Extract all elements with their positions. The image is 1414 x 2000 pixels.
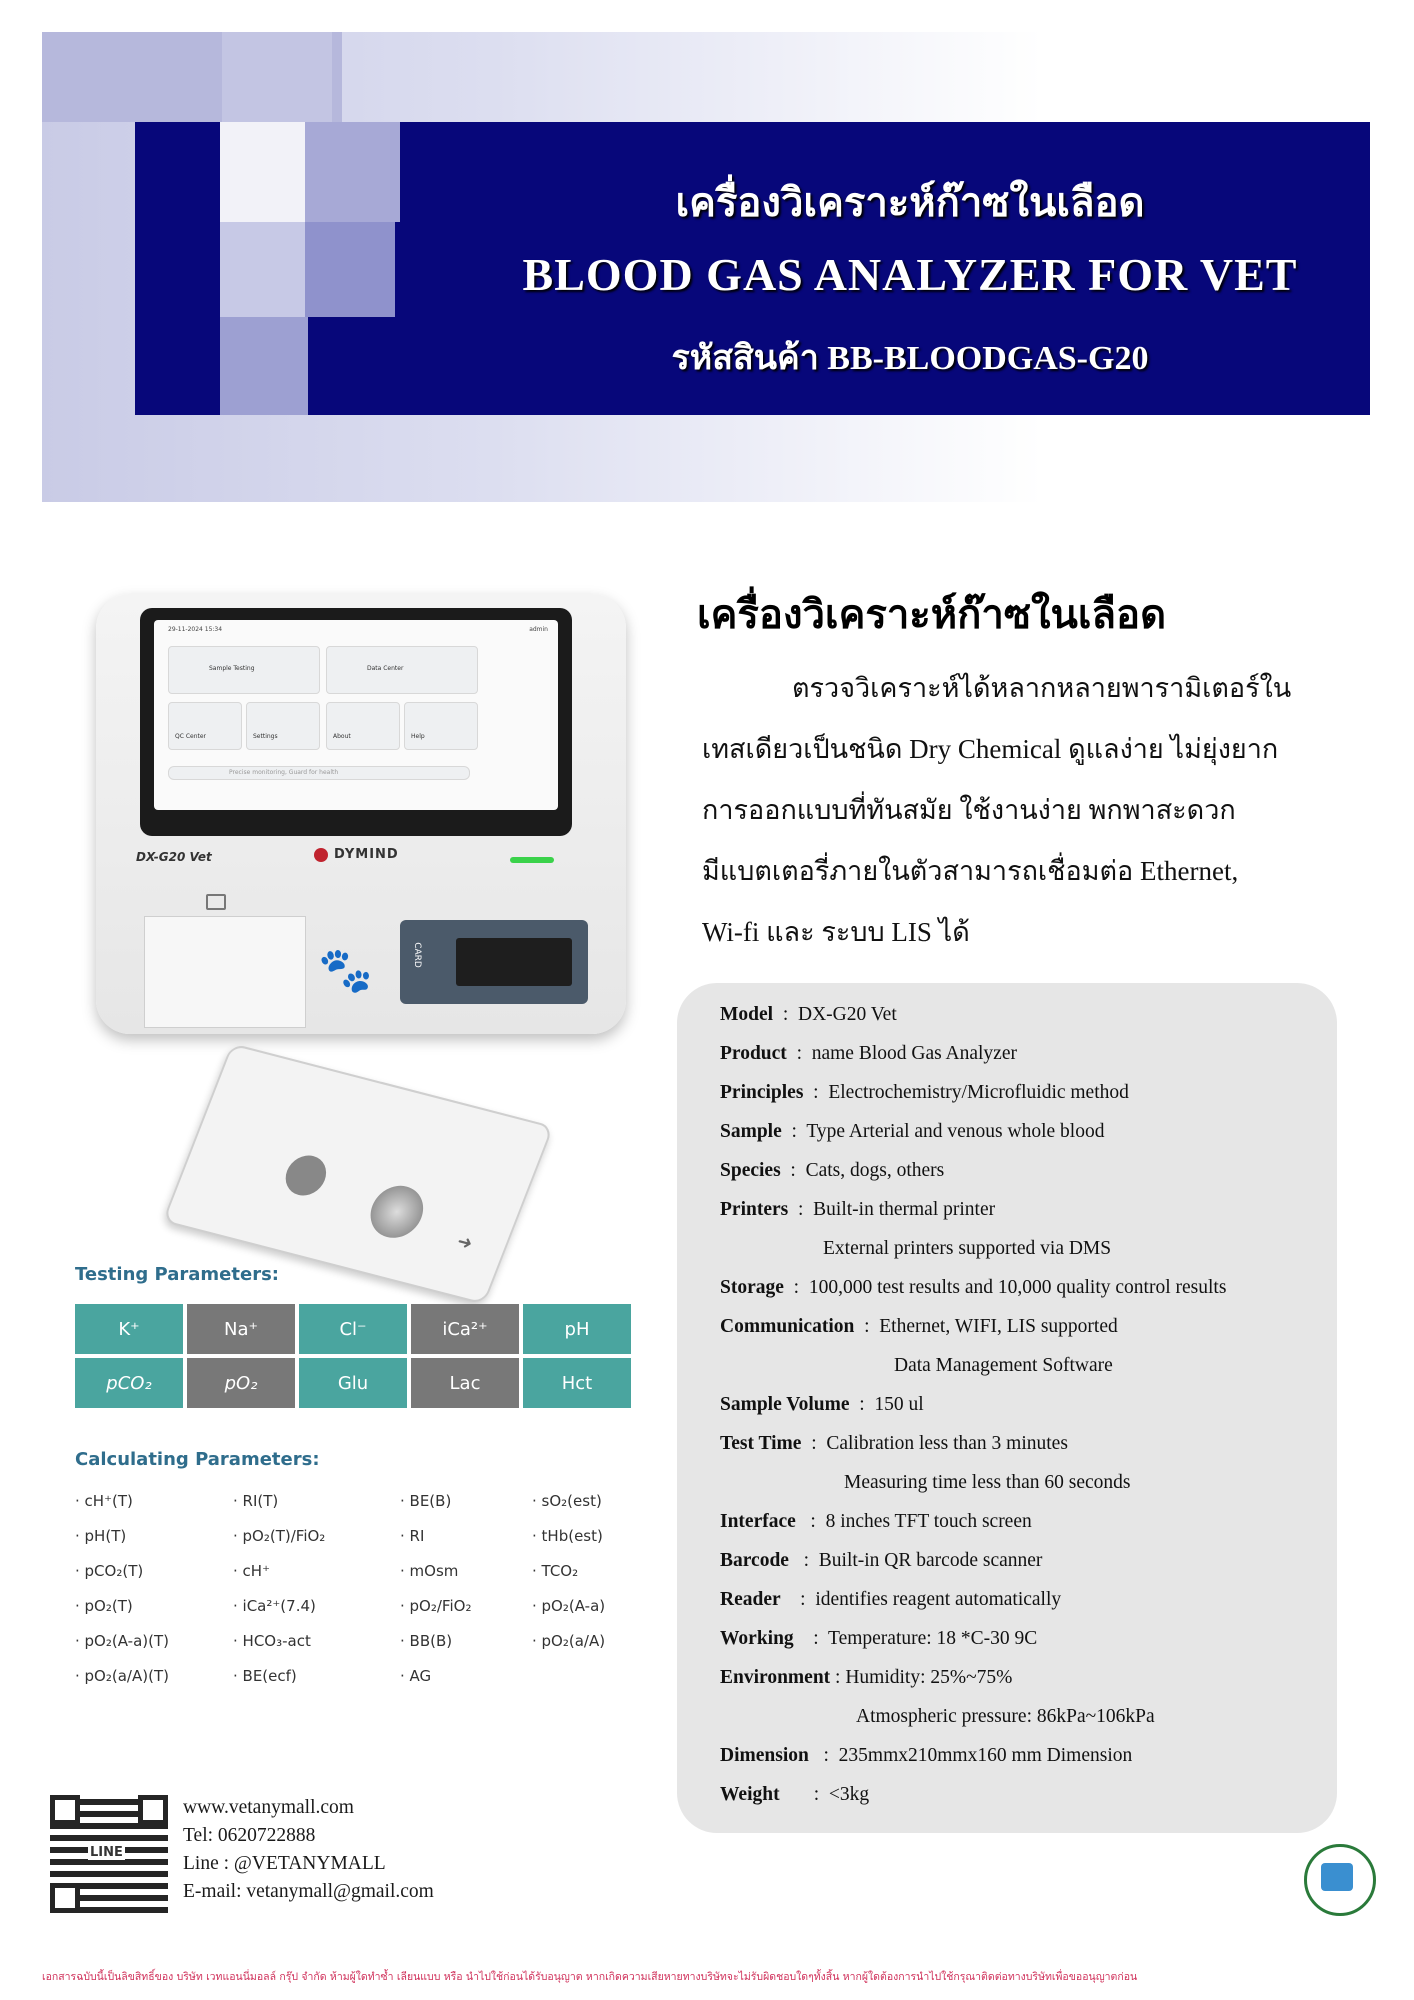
calc-item: · RI(T) (233, 1492, 279, 1510)
spec-value: Ethernet, WIFI, LIS supported (879, 1316, 1118, 1337)
spec-label: Interface (720, 1511, 796, 1532)
deco-square-dark (135, 122, 220, 217)
description-line: Wi-fi และ ระบบ LIS ได้ (702, 917, 970, 947)
screen-tile-label: About (333, 733, 351, 740)
card-slot-label: CARD (411, 942, 422, 968)
spec-row (720, 1745, 1132, 1767)
spec-separator: : (786, 1043, 812, 1064)
spec-label: Communication (720, 1316, 855, 1337)
spec-label: Storage (720, 1277, 784, 1298)
device-image (96, 594, 626, 1034)
param-box: Hct (523, 1358, 631, 1408)
screen-tile-label: Help (411, 733, 425, 740)
contact-email[interactable]: E-mail: vetanymall@gmail.com (183, 1881, 434, 1902)
spec-value: DX-G20 Vet (798, 1004, 897, 1025)
spec-row (720, 1628, 1037, 1650)
spec-label: Product (720, 1043, 787, 1064)
device-screen (154, 620, 558, 810)
screen-tile-label: Settings (253, 733, 278, 740)
spec-row (720, 1043, 1017, 1065)
spec-separator: : (795, 1511, 826, 1532)
deco-square (222, 32, 332, 122)
spec-label: Model (720, 1004, 774, 1025)
calc-item: · tHb(est) (532, 1527, 603, 1545)
spec-value: 100,000 test results and 10,000 quality control results (808, 1277, 1227, 1298)
spec-label: Species (720, 1160, 781, 1181)
spec-row (720, 1589, 1061, 1611)
spec-separator: : (779, 1784, 829, 1805)
description-line: การออกแบบที่ทันสมัย ใช้งานง่าย พกพาสะดวก (702, 795, 1236, 825)
deco-square-light (220, 122, 305, 222)
spec-value: <3kg (828, 1784, 870, 1805)
spec-row (720, 1667, 1012, 1689)
spec-value: identifies reagent automatically (815, 1589, 1062, 1610)
spec-separator: : (830, 1667, 846, 1688)
spec-value: Temperature: 18 *C-30 9C (828, 1628, 1038, 1649)
printer-icon (206, 894, 226, 910)
contact-line: Line : @VETANYMALL (183, 1853, 386, 1874)
spec-continuation: External printers supported via DMS (823, 1238, 1112, 1259)
screen-tile (404, 702, 478, 750)
spec-separator: : (773, 1004, 798, 1025)
screen-tile (168, 646, 320, 694)
calc-item: · pO₂(A-a)(T) (75, 1632, 169, 1650)
param-box: iCa²⁺ (411, 1304, 519, 1354)
screen-tile-label: QC Center (175, 733, 207, 740)
spec-separator: : (793, 1628, 829, 1649)
brand-name: DYMIND (334, 847, 399, 862)
spec-value: Built-in thermal printer (813, 1199, 996, 1220)
spec-label: Reader (720, 1589, 781, 1610)
qr-finder (138, 1795, 168, 1825)
calc-item: · BE(B) (400, 1492, 452, 1510)
qr-line-label: LINE (90, 1845, 123, 1860)
header-title-english: BLOOD GAS ANALYZER FOR VET (522, 249, 1298, 300)
spec-label: Environment (720, 1667, 831, 1688)
spec-label: Weight (720, 1784, 780, 1805)
param-box: pO₂ (187, 1358, 295, 1408)
spec-value: Built-in QR barcode scanner (818, 1550, 1043, 1571)
brand-logo (314, 847, 399, 862)
screen-tile-label: Data Center (367, 665, 404, 672)
spec-separator: : (780, 1589, 816, 1610)
calc-item: · pO₂(T)/FiO₂ (233, 1527, 326, 1545)
spec-value: Humidity: 25%~75% (845, 1667, 1013, 1688)
qr-code (50, 1795, 168, 1913)
spec-separator: : (780, 1160, 806, 1181)
calc-item: · mOsm (400, 1562, 459, 1580)
param-box: pH (523, 1304, 631, 1354)
description-line: เทสเดียวเป็นชนิด Dry Chemical ดูแลง่าย ไม่ยุ่งยาก (702, 734, 1279, 764)
description-title: เครื่องวิเคราะห์ก๊าซในเลือด (697, 592, 1167, 637)
calc-item: · AG (400, 1667, 432, 1685)
calc-item: · pO₂(a/A) (532, 1632, 606, 1650)
spec-row (720, 1199, 995, 1221)
spec-separator: : (808, 1745, 839, 1766)
spec-separator: : (801, 1433, 827, 1454)
contact-tel: Tel: 0620722888 (183, 1825, 316, 1846)
calc-item: · HCO₃-act (233, 1632, 311, 1650)
calculating-parameters-title: Calculating Parameters: (75, 1449, 320, 1470)
header-product-code: รหัสสินค้า BB-BLOODGAS-G20 (671, 340, 1149, 377)
spec-value: Electrochemistry/Microfluidic method (828, 1082, 1129, 1103)
testing-parameters-title: Testing Parameters: (75, 1264, 279, 1285)
spec-value: Type Arterial and venous whole blood (806, 1121, 1105, 1142)
spec-continuation: Data Management Software (894, 1355, 1113, 1376)
spec-value: Calibration less than 3 minutes (826, 1433, 1068, 1454)
screen-tile (168, 702, 242, 750)
deco-square-mid (305, 122, 400, 222)
spec-value: Cats, dogs, others (805, 1160, 945, 1181)
spec-label: Dimension (720, 1745, 809, 1766)
param-box: K⁺ (75, 1304, 183, 1354)
deco-square-mid4 (220, 317, 308, 415)
spec-row (720, 1082, 1129, 1104)
disclaimer: เอกสารฉบับนี้เป็นลิขสิทธิ์ของ บริษัท เวทแอนนี่มอลล์ กรุ๊ป จำกัด ห้ามผู้ใดทำซ้ำ เลียนแบบ หรือ นำไปใช้ก่อนได้รับอนุญาต หากเกิดความเสียหายทางบริษัทจะไม่รับผิดชอบใดๆทั้งสิ้น หากผู้ใดต้องการนำไปใช้กรุณาติดต่อทางบริษัทเพื่อขออนุญาตก่อน (42, 1971, 1138, 1983)
card-slot (400, 920, 588, 1004)
qr-finder (50, 1795, 80, 1825)
card-slot-opening (456, 938, 572, 986)
calc-item: · cH⁺(T) (75, 1492, 133, 1510)
spec-label: Barcode (720, 1550, 789, 1571)
calc-item: · TCO₂ (532, 1562, 579, 1580)
calc-item: · pO₂(T) (75, 1597, 133, 1615)
brand-mark-icon (314, 848, 328, 862)
deco-square-mid2 (220, 222, 305, 317)
status-led (510, 857, 554, 863)
param-box: Na⁺ (187, 1304, 295, 1354)
spec-separator: : (788, 1550, 819, 1571)
spec-separator: : (781, 1121, 807, 1142)
qr-finder (50, 1883, 80, 1913)
spec-label: Printers (720, 1199, 789, 1220)
spec-separator: : (854, 1316, 880, 1337)
spec-separator: : (788, 1199, 814, 1220)
device-model-label: DX-G20 Vet (136, 850, 212, 864)
spec-row (720, 1316, 1118, 1338)
spec-label: Sample (720, 1121, 782, 1142)
spec-value: 150 ul (874, 1394, 924, 1415)
cartridge-plunger (363, 1180, 431, 1243)
spec-row (720, 1550, 1042, 1572)
spec-separator: : (803, 1082, 829, 1103)
description-line: ตรวจวิเคราะห์ได้หลากหลายพารามิเตอร์ใน (792, 673, 1292, 703)
spec-row (720, 1511, 1032, 1533)
screen-tile-label: Sample Testing (209, 665, 255, 672)
spec-row (720, 1784, 869, 1806)
spec-label: Sample Volume (720, 1394, 850, 1415)
spec-separator: : (849, 1394, 875, 1415)
spec-row (720, 1433, 1068, 1455)
spec-value: 235mmx210mmx160 mm Dimension (838, 1745, 1133, 1766)
param-box: Cl⁻ (299, 1304, 407, 1354)
deco-square-mid3 (305, 222, 395, 317)
screen-footer-text: Precise monitoring, Guard for health (229, 769, 339, 776)
spec-label: Test Time (720, 1433, 802, 1454)
company-seal-logo (1304, 1844, 1376, 1916)
param-box: Lac (411, 1358, 519, 1408)
spec-label: Principles (720, 1082, 804, 1103)
calc-item: · BB(B) (400, 1632, 453, 1650)
spec-value: 8 inches TFT touch screen (825, 1511, 1032, 1532)
spec-row (720, 1121, 1104, 1143)
screen-user: admin (529, 626, 548, 633)
spec-value: name Blood Gas Analyzer (811, 1043, 1017, 1064)
screen-tile (326, 702, 400, 750)
spec-continuation: Measuring time less than 60 seconds (844, 1472, 1131, 1493)
paw-icon: 🐾 (318, 945, 373, 996)
screen-tile (326, 646, 478, 694)
spec-row (720, 1004, 897, 1026)
printer-door (144, 916, 306, 1028)
screen-tile (246, 702, 320, 750)
cartridge-arrow-icon: ➜ (453, 1230, 476, 1255)
spec-label: Working (720, 1628, 794, 1649)
cartridge-button (280, 1151, 333, 1199)
spec-row (720, 1394, 924, 1416)
calc-item: · BE(ecf) (233, 1667, 297, 1685)
calc-item: · sO₂(est) (532, 1492, 602, 1510)
spec-continuation: Atmospheric pressure: 86kPa~106kPa (856, 1706, 1155, 1727)
calc-item: · pH(T) (75, 1527, 127, 1545)
screen-footer-bar (168, 766, 470, 780)
spec-separator: : (783, 1277, 809, 1298)
spec-row (720, 1277, 1226, 1299)
description-line: มีแบตเตอรี่ภายในตัวสามารถเชื่อมต่อ Ethernet, (702, 856, 1239, 886)
calc-item: · cH⁺ (233, 1562, 270, 1580)
calc-item: · pO₂(A-a) (532, 1597, 606, 1615)
header-title-thai: เครื่องวิเคราะห์ก๊าซในเลือด (675, 180, 1145, 225)
calc-item: · pO₂/FiO₂ (400, 1597, 472, 1615)
spec-row (720, 1160, 944, 1182)
calc-item: · pO₂(a/A)(T) (75, 1667, 169, 1685)
calc-item: · iCa²⁺(7.4) (233, 1597, 316, 1615)
param-box: pCO₂ (75, 1358, 183, 1408)
calc-item: · pCO₂(T) (75, 1562, 144, 1580)
seal-inner (1321, 1863, 1353, 1891)
calc-item: · RI (400, 1527, 425, 1545)
param-box: Glu (299, 1358, 407, 1408)
contact-website[interactable]: www.vetanymall.com (183, 1797, 354, 1818)
screen-date: 29-11-2024 15:34 (168, 626, 223, 633)
